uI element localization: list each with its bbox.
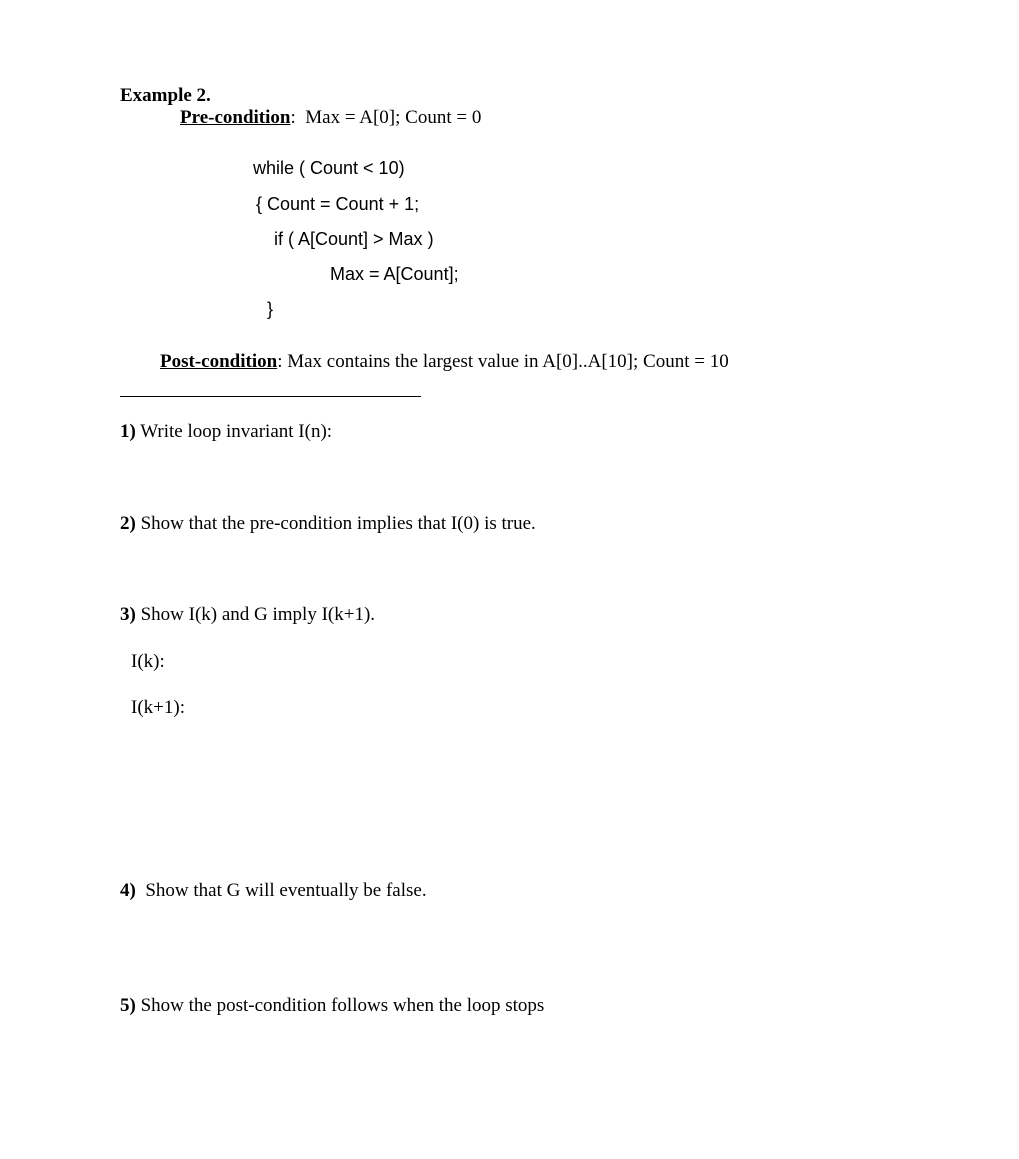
- code-line-if: if ( A[Count] > Max ): [274, 229, 434, 249]
- example-heading: Example 2.: [120, 85, 211, 106]
- question-number: 5): [120, 995, 136, 1016]
- question-text: Show the post-condition follows when the loop stops: [140, 995, 545, 1016]
- ik-label: I(k):: [131, 651, 165, 672]
- ik1-label: I(k+1):: [131, 697, 185, 718]
- question-text: Write loop invariant I(n):: [140, 421, 333, 442]
- precondition-separator: :: [290, 107, 296, 128]
- code-line-assign: Max = A[Count];: [330, 264, 459, 284]
- question-text: Show that G will eventually be false.: [145, 880, 427, 901]
- question-number: 3): [120, 604, 136, 625]
- question-number: 4): [120, 880, 136, 901]
- postcondition-label: Post-condition: [160, 351, 278, 372]
- postcondition-line: [160, 351, 729, 374]
- precondition-text: Max = A[0]; Count = 0: [305, 107, 482, 128]
- question-1: [120, 421, 332, 444]
- question-3: [120, 604, 375, 627]
- question-number: 2): [120, 513, 136, 534]
- code-line-close-brace: }: [267, 299, 274, 319]
- horizontal-rule: [120, 396, 421, 397]
- question-4: [120, 880, 427, 903]
- code-line-increment: { Count = Count + 1;: [256, 194, 420, 214]
- code-line-while: while ( Count < 10): [253, 158, 405, 178]
- postcondition-separator: :: [277, 351, 283, 372]
- postcondition-text: Max contains the largest value in A[0]..A[10]; Count = 10: [287, 351, 729, 372]
- question-number: 1): [120, 421, 136, 442]
- question-5: [120, 995, 544, 1018]
- precondition-line: [180, 107, 481, 130]
- question-text: Show that the pre-condition implies that I(0) is true.: [140, 513, 536, 534]
- precondition-label: Pre-condition: [180, 107, 291, 128]
- question-2: [120, 513, 536, 536]
- question-text: Show I(k) and G imply I(k+1).: [140, 604, 376, 625]
